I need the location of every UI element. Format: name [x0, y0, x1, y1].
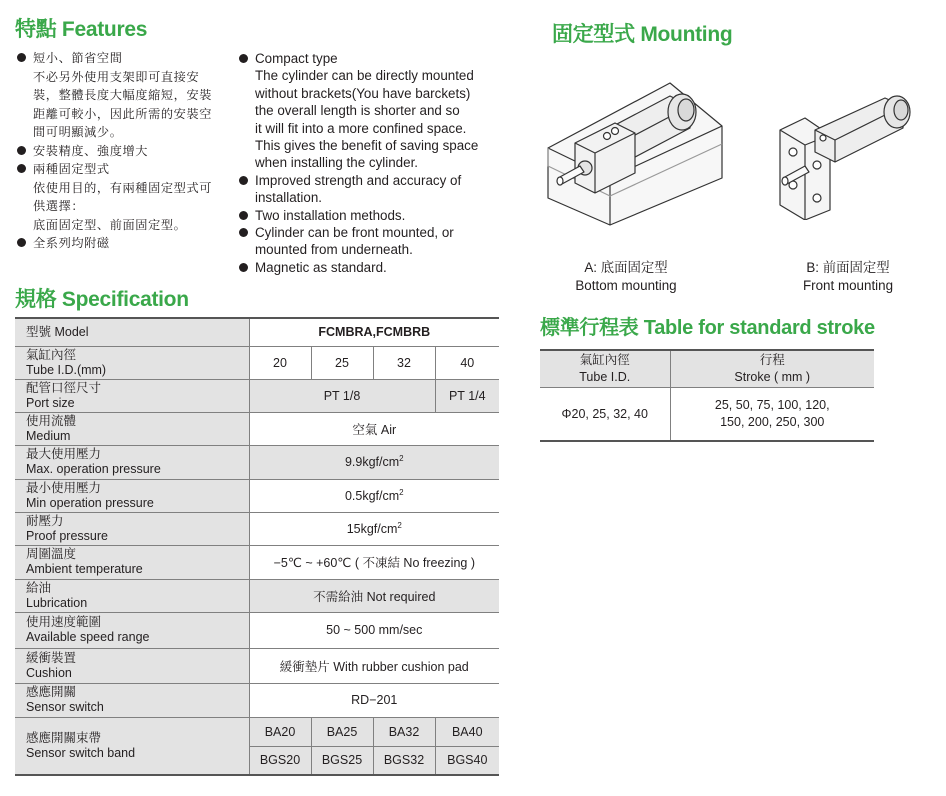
spec-label	[15, 318, 249, 346]
band-value: BGS20	[249, 746, 311, 775]
value-text: 0.5kgf/cm	[344, 489, 400, 504]
stroke-bores: Φ20, 25, 32, 40	[540, 388, 670, 442]
caption-zh: B: 前面固定型	[806, 260, 890, 275]
table-row	[15, 412, 499, 445]
label-zh: 緩衝裝置	[26, 650, 77, 665]
label-zh: 氣缸內徑	[26, 347, 77, 362]
feature-line: 不必另外使用支架即可直接安	[33, 69, 200, 84]
table-row	[15, 479, 499, 512]
band-value: BA32	[373, 717, 435, 746]
spec-label	[15, 648, 249, 683]
feature-line: the overall length is shorter and so	[255, 103, 460, 119]
label-zh: 耐壓力	[26, 513, 64, 528]
spec-value	[249, 445, 499, 479]
feature-line: when installing the cylinder.	[255, 155, 419, 171]
spec-value: 不需給油 Not required	[249, 579, 499, 612]
table-row	[15, 717, 499, 746]
label-zh: 最小使用壓力	[26, 480, 102, 495]
label-en: Cushion	[26, 665, 72, 680]
port-value: PT 1/8	[249, 379, 435, 412]
feature-head: 全系列均附磁	[33, 236, 110, 250]
spec-label	[15, 579, 249, 612]
bottom-mounting-drawing	[540, 78, 730, 248]
label-en: Max. operation pressure	[26, 462, 161, 476]
label-en: Sensor switch band	[26, 745, 136, 760]
stroke-header	[670, 350, 874, 388]
caption-en: Bottom mounting	[575, 278, 677, 293]
label-en: Min operation pressure	[26, 495, 154, 510]
table-row	[15, 445, 499, 479]
stroke-line: 150, 200, 250, 300	[720, 415, 825, 429]
list-item	[237, 50, 507, 172]
list-item	[15, 234, 220, 253]
tube-value: 25	[311, 346, 373, 379]
label-zh: 使用流體	[26, 413, 77, 428]
spec-label	[15, 612, 249, 648]
label-zh: 使用速度範圍	[26, 615, 102, 629]
spec-label	[15, 512, 249, 545]
spec-label	[15, 683, 249, 717]
feature-line: 依使用目的，有兩種固定型式可	[33, 180, 213, 195]
feature-line: 距離可較小，因此所需的安裝空	[33, 106, 213, 121]
model-label: 型號 Model	[26, 324, 89, 339]
feature-line: 間可明顯減少。	[33, 125, 123, 139]
table-row	[15, 648, 499, 683]
spec-value: 緩衝墊片 With rubber cushion pad	[249, 648, 499, 683]
stroke-table	[540, 349, 874, 442]
spec-label	[15, 412, 249, 445]
label-zh: 最大使用壓力	[26, 447, 102, 461]
label-en: Medium	[26, 428, 71, 443]
list-item	[237, 172, 507, 207]
list-item	[237, 207, 507, 224]
header-en: Stroke ( mm )	[734, 370, 811, 384]
spec-value: 空氣 Air	[249, 412, 499, 445]
caption-en: Front mounting	[802, 278, 894, 293]
table-row	[540, 388, 874, 442]
features-zh-list	[15, 49, 220, 253]
feature-head: Magnetic as standard.	[255, 259, 387, 275]
header-zh: 氣缸內徑	[579, 353, 630, 367]
label-zh: 給油	[26, 580, 52, 595]
feature-line: This gives the benefit of saving space	[255, 138, 479, 154]
spec-label	[15, 445, 249, 479]
label-zh: 感應開關束帶	[26, 730, 102, 745]
features-en-list	[237, 50, 507, 276]
feature-head: Compact type	[255, 51, 338, 66]
spec-value: −5℃ ~ +60℃ ( 不凍結 No freezing )	[249, 545, 499, 579]
feature-line: The cylinder can be directly mounted	[255, 68, 474, 84]
feature-head: Improved strength and accuracy of	[255, 172, 462, 188]
feature-line: without brackets(You have barckets)	[255, 85, 471, 101]
port-value: PT 1/4	[435, 379, 499, 412]
spec-value	[249, 479, 499, 512]
spec-label	[15, 379, 249, 412]
table-row	[15, 512, 499, 545]
table-row	[15, 612, 499, 648]
tube-value: 40	[435, 346, 499, 379]
bottom-mounting-caption	[556, 259, 696, 295]
label-en: Available speed range	[26, 630, 150, 644]
feature-line: 裝，整體長度大幅度縮短，安裝	[33, 88, 213, 102]
spec-title: 規格 Specification	[15, 288, 189, 311]
value-sup: 2	[397, 520, 402, 530]
caption-zh: A: 底面固定型	[584, 260, 668, 275]
spec-value: RD−201	[249, 683, 499, 717]
stroke-title: 標準行程表 Table for standard stroke	[540, 317, 875, 339]
spec-label	[15, 545, 249, 579]
list-item	[15, 142, 220, 161]
stroke-header	[540, 350, 670, 388]
band-value: BA25	[311, 717, 373, 746]
table-row	[15, 346, 499, 379]
feature-head: 短小、節省空間	[33, 51, 123, 65]
header-zh: 行程	[759, 353, 785, 367]
table-row	[15, 379, 499, 412]
label-en: Proof pressure	[26, 528, 108, 543]
label-en: Ambient temperature	[26, 562, 143, 576]
label-zh: 感應開關	[26, 685, 77, 699]
label-en: Port size	[26, 395, 75, 410]
spec-label	[15, 479, 249, 512]
tube-value: 20	[249, 346, 311, 379]
spec-value: 50 ~ 500 mm/sec	[249, 612, 499, 648]
table-row	[15, 683, 499, 717]
spec-label	[15, 346, 249, 379]
feature-line: it will fit into a more confined space.	[255, 120, 467, 136]
list-item	[237, 224, 507, 259]
value-sup: 2	[399, 487, 404, 497]
label-en: Tube I.D.(mm)	[26, 362, 107, 377]
table-row	[15, 545, 499, 579]
label-zh: 周圍溫度	[26, 547, 77, 561]
table-row	[540, 350, 874, 388]
header-en: Tube I.D.	[579, 370, 631, 384]
spec-label	[15, 717, 249, 775]
stroke-line: 25, 50, 75, 100, 120,	[714, 398, 830, 412]
stroke-values	[670, 388, 874, 442]
feature-head: 兩種固定型式	[33, 162, 110, 176]
value-sup: 2	[399, 454, 404, 464]
front-mounting-caption	[778, 259, 918, 295]
band-value: BGS40	[435, 746, 499, 775]
spec-table	[15, 317, 499, 776]
value-text: 15kgf/cm	[346, 522, 398, 537]
feature-head: Two installation methods.	[255, 207, 406, 223]
list-item	[15, 49, 220, 142]
band-value: BGS32	[373, 746, 435, 775]
feature-line: 底面固定型、前面固定型。	[33, 217, 187, 232]
feature-line: mounted from underneath.	[255, 242, 413, 258]
feature-line: installation.	[255, 190, 322, 206]
label-zh: 配管口徑尺寸	[26, 380, 102, 395]
feature-line: 供選擇：	[33, 199, 85, 213]
features-title: 特點 Features	[15, 18, 148, 41]
tube-value: 32	[373, 346, 435, 379]
band-value: BGS25	[311, 746, 373, 775]
band-value: BA20	[249, 717, 311, 746]
front-mounting-drawing	[775, 90, 925, 220]
value-text: 9.9kgf/cm	[344, 455, 400, 470]
label-en: Sensor switch	[26, 700, 104, 714]
model-value: FCMBRA,FCMBRB	[249, 318, 499, 346]
list-item	[15, 160, 220, 234]
spec-value	[249, 512, 499, 545]
label-en: Lubrication	[26, 595, 88, 610]
table-row	[15, 579, 499, 612]
feature-head: 安裝精度、強度增大	[33, 143, 149, 158]
list-item	[237, 259, 507, 276]
feature-head: Cylinder can be front mounted, or	[255, 225, 454, 241]
mounting-title: 固定型式 Mounting	[552, 23, 733, 46]
table-row	[15, 318, 499, 346]
band-value: BA40	[435, 717, 499, 746]
